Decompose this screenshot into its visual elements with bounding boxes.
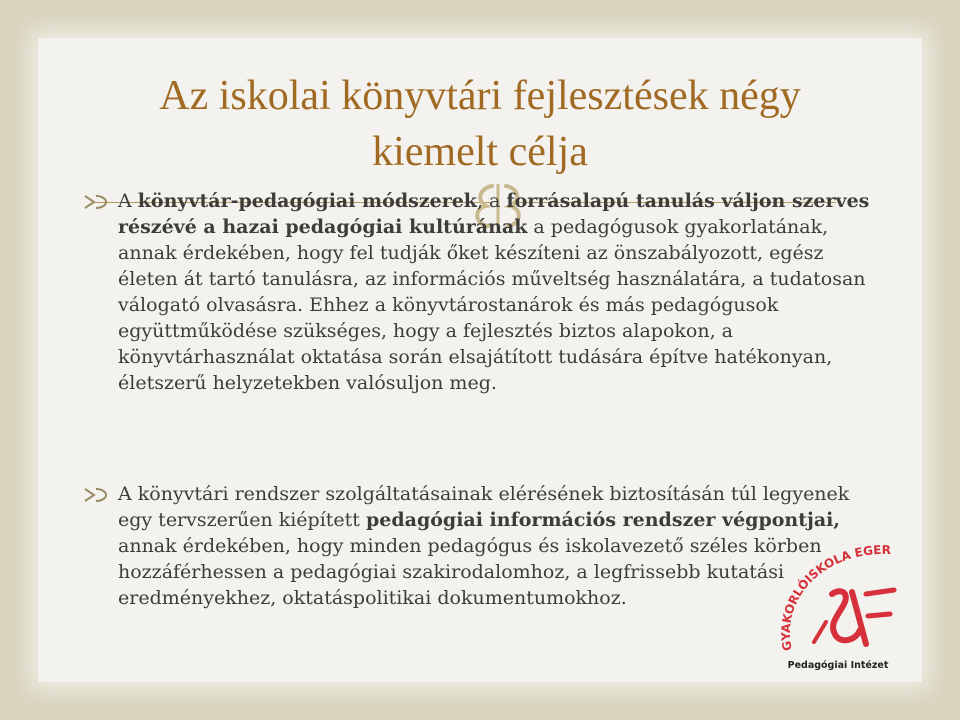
bold-text-run: könyvtár-pedagógiai módszerek — [137, 190, 477, 212]
bullet-icon — [82, 192, 110, 212]
bullet-icon — [82, 485, 110, 505]
bullet-item-2 — [118, 481, 878, 611]
school-logo — [770, 532, 930, 682]
bold-text-run: forrásalapú tanulás váljon szerves részévé a hazai pedagógiai kultúrának — [118, 190, 870, 238]
text-run: annak érdekében, hogy minden pedagógus és iskolavezető széles körben hozzáférhessen a pedagógiai szakirodalomhoz, a legfrissebb kutatási eredményekhez, oktatáspolitikai dokumentumokhoz. — [118, 535, 822, 609]
bullet-text-1 — [118, 188, 878, 396]
text-run: , a — [476, 190, 507, 212]
text-run: A — [118, 190, 138, 212]
slide-title — [38, 68, 922, 180]
bold-text-run: pedagógiai információs rendszer végpontjai, — [365, 509, 841, 531]
bullet-item-1 — [118, 188, 878, 396]
bullet-text-2 — [118, 481, 878, 611]
text-run: A könyvtári rendszer szolgáltatásainak elérésének biztosításán túl legyenek egy tervszerűen kiépített — [118, 483, 850, 531]
title-line-1: Az iskolai könyvtári fejlesztések négy — [159, 73, 801, 119]
logo-caption: Pedagógiai Intézet — [787, 660, 889, 671]
title-line-2: kiemelt célja — [372, 129, 588, 175]
text-run: a pedagógusok gyakorlatának, annak érdekében, hogy fel tudják őket készíteni az önszabályozott, egész életen át tartó tanulásra, az információs műveltség használatára, a tudatosan válogató olvasásra. Ehhez a könyvtárostanárok és más pedagógusok együttműködése szükséges, hogy a fejlesztés biztos alapokon, a könyvtárhasználat oktatása során elsajátított tudására építve hatékonyan, életszerű helyzetekben valósuljon meg. — [118, 216, 866, 394]
logo-arc-text: GYAKORLÓISKOLA EGER — [778, 542, 892, 652]
